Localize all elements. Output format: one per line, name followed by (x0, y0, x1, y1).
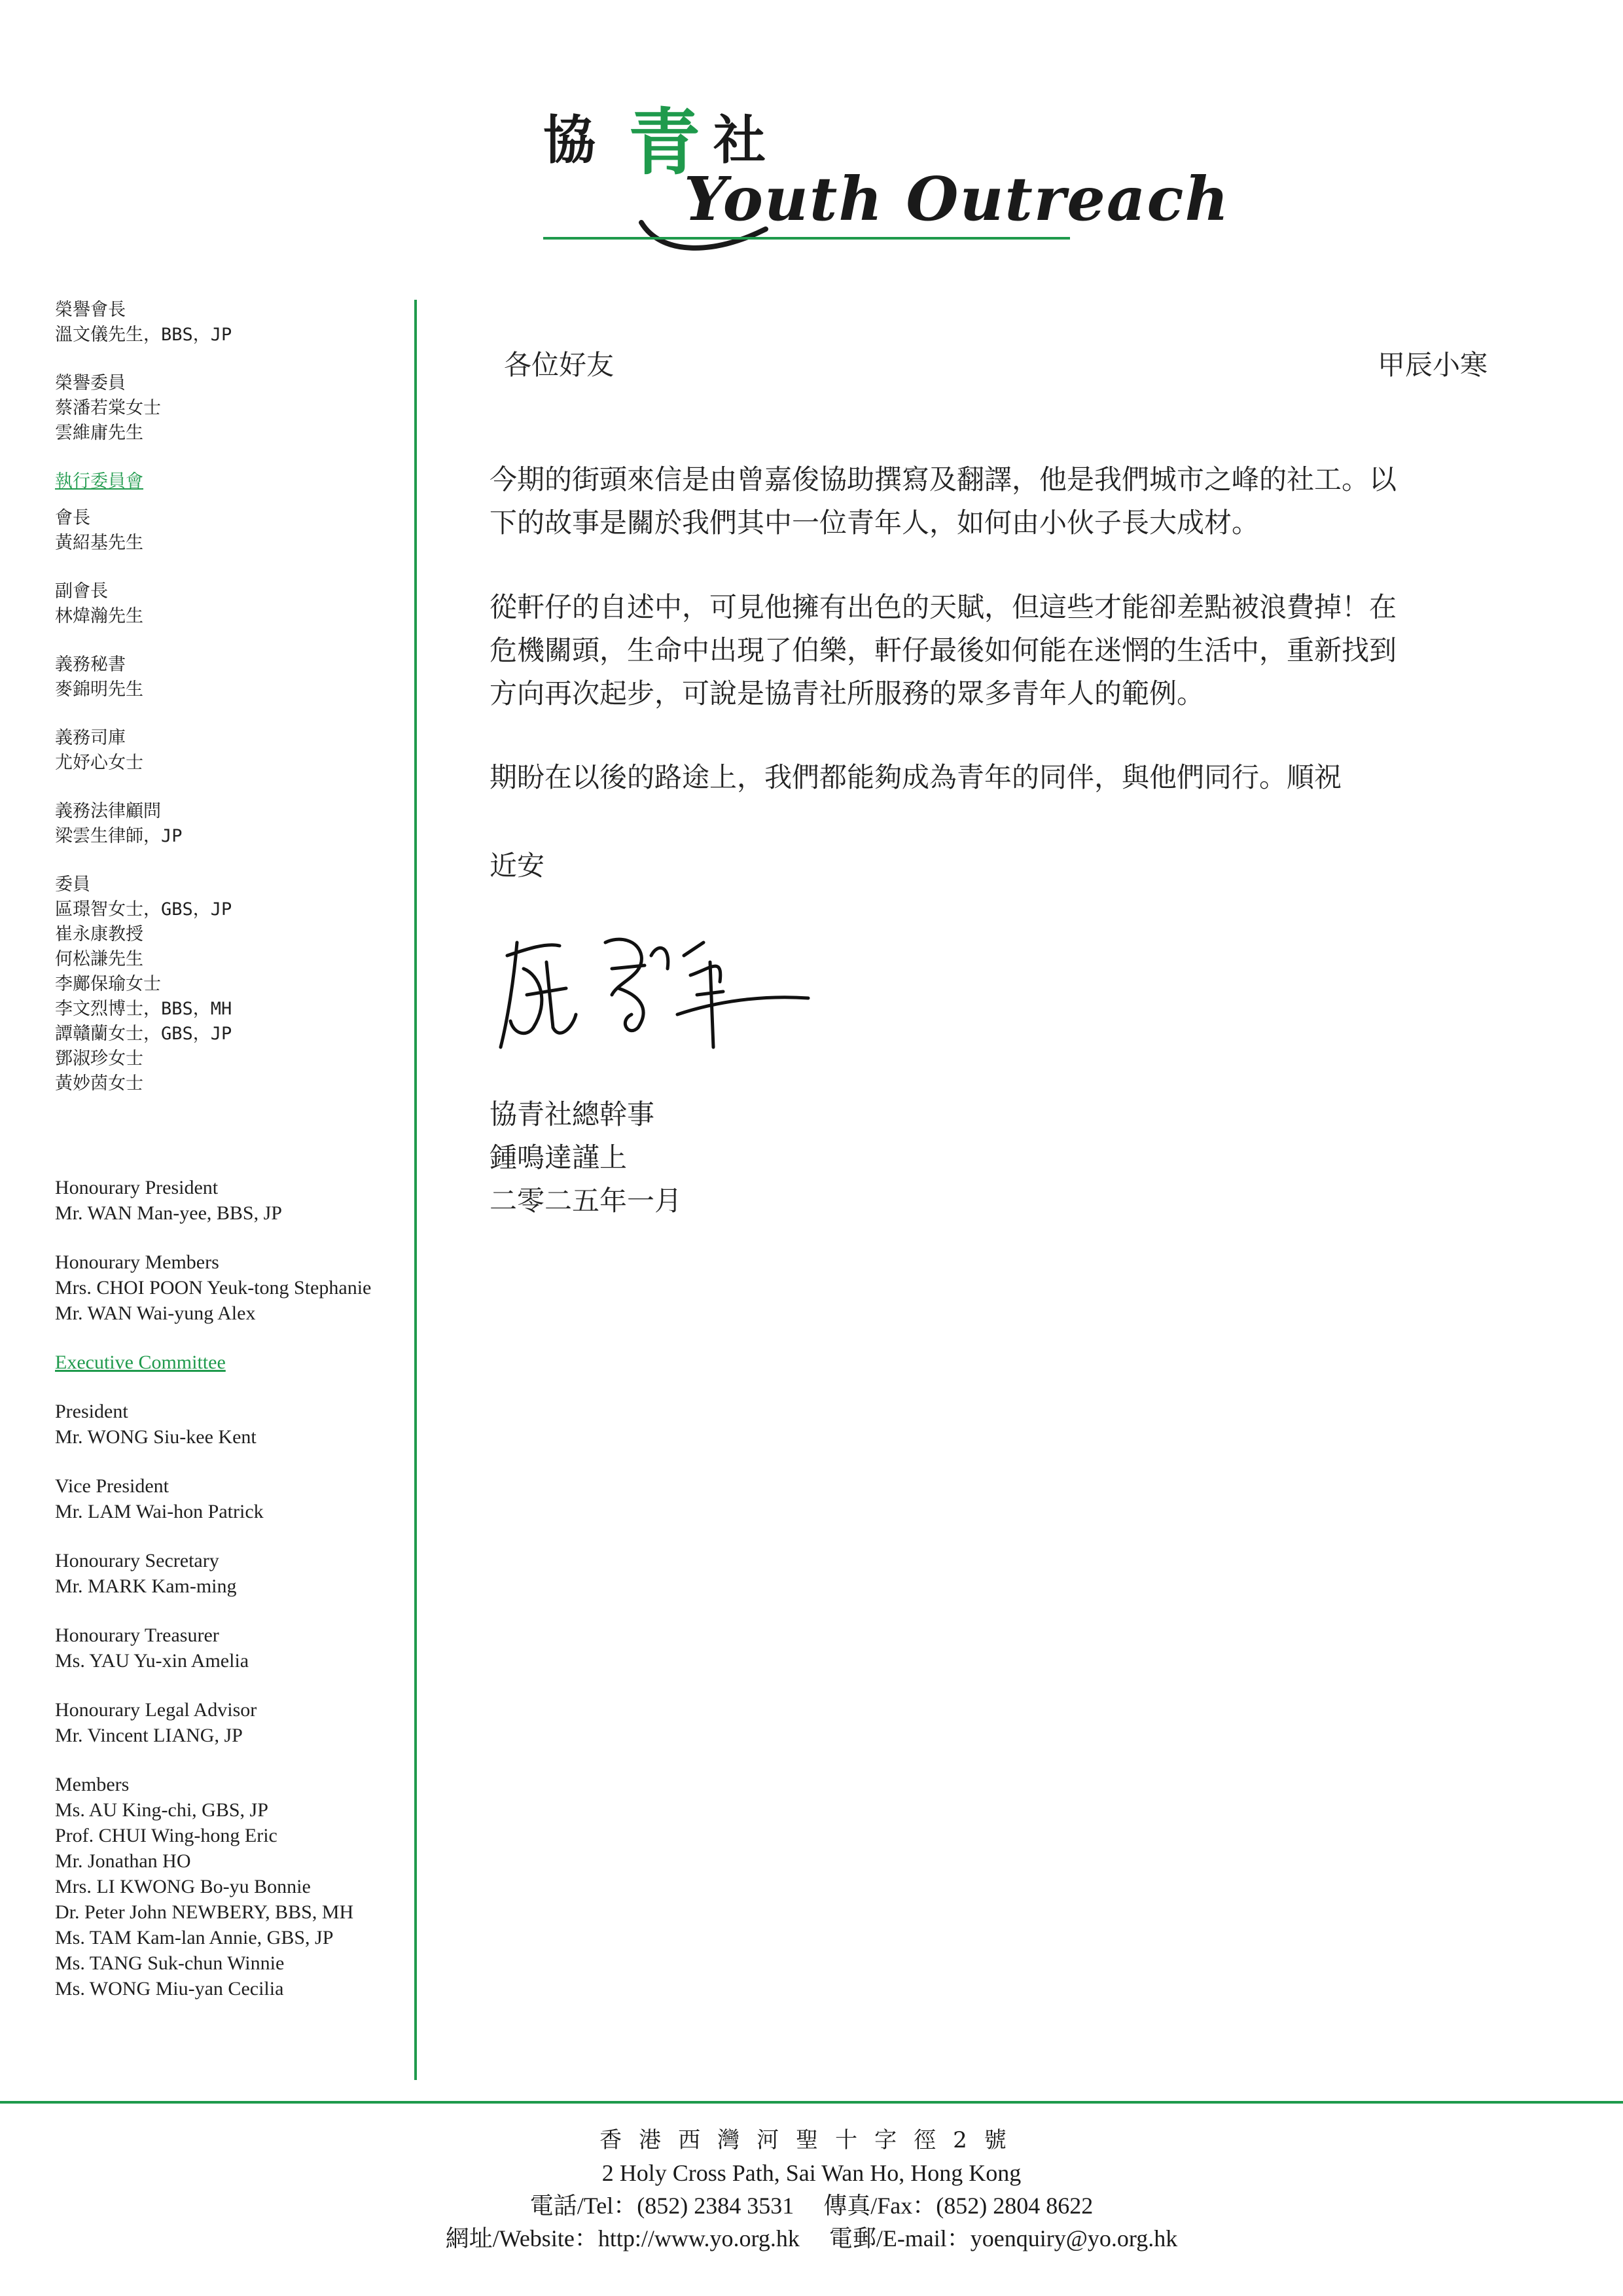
role-title: Honourary Secretary (55, 1550, 219, 1571)
vice-president-en (55, 1473, 421, 1524)
member-name: 蔡潘若棠女士 (55, 398, 161, 418)
president-cn (55, 506, 408, 556)
fax-number: (852) 2804 8622 (936, 2193, 1094, 2219)
paragraph-line: 方向再次起步，可說是協青社所服務的眾多青年人的範例。 (490, 677, 1205, 709)
member-name: Mr. WONG Siu-kee Kent (55, 1426, 257, 1448)
member-name: Mr. LAM Wai-hon Patrick (55, 1501, 264, 1522)
salutation: 各位好友 (504, 349, 615, 381)
member-name: Dr. Peter John NEWBERY, BBS, MH (55, 1901, 354, 1923)
member-name: Ms. WONG Miu-yan Cecilia (55, 1978, 284, 2000)
footer-divider (0, 2101, 1623, 2104)
email-label: 電郵/E-mail： (829, 2225, 971, 2251)
logo-char-3: 社 (713, 109, 766, 171)
section-heading: 執行委員會 (55, 471, 143, 492)
paragraph-line: 期盼在以後的路途上，我們都能夠成為青年的同伴，與他們同行。順祝 (490, 761, 1342, 793)
letter-date: 甲辰小寒 (1378, 349, 1488, 381)
signatory-title: 協青社總幹事 (490, 1098, 655, 1130)
member-name: Ms. TANG Suk-chun Winnie (55, 1952, 285, 1974)
honorary-members-en (55, 1249, 421, 1326)
member-name: 區璟智女士，GBS，JP (55, 899, 232, 920)
role-title: 會長 (55, 508, 90, 528)
executive-committee-heading-cn (55, 469, 408, 494)
role-title: 委員 (55, 874, 90, 895)
member-name: 鄧淑珍女士 (55, 1049, 143, 1069)
member-name: 梁雲生律師，JP (55, 826, 183, 846)
committee-list-english (55, 1175, 421, 2025)
vice-president-cn (55, 579, 408, 629)
email-link[interactable]: yoenquiry@yo.org.hk (970, 2225, 1178, 2251)
member-name: 麥錦明先生 (55, 679, 143, 700)
role-title: 榮譽委員 (55, 373, 126, 393)
member-name: 黃紹基先生 (55, 533, 143, 553)
role-title: Honourary Treasurer (55, 1624, 219, 1646)
paragraph-line: 下的故事是關於我們其中一位青年人，如何由小伙子長大成材。 (490, 507, 1260, 539)
legal-advisor-en (55, 1697, 421, 1748)
role-title: Honourary Members (55, 1251, 219, 1273)
role-title: 義務法律顧問 (55, 801, 161, 821)
member-name: Ms. TAM Kam-lan Annie, GBS, JP (55, 1927, 334, 1948)
member-name: 林煒瀚先生 (55, 606, 143, 626)
secretary-cn (55, 653, 408, 702)
letter-paragraph-3 (490, 756, 1510, 799)
member-name: 李文烈博士，BBS，MH (55, 999, 232, 1019)
organization-logo (543, 85, 1230, 255)
tel-number: (852) 2384 3531 (637, 2193, 794, 2219)
honorary-members-cn (55, 371, 408, 446)
member-name: Mrs. LI KWONG Bo-yu Bonnie (55, 1876, 311, 1897)
member-name: Mr. MARK Kam-ming (55, 1575, 237, 1597)
logo-english-name: Youth Outreach (684, 164, 1230, 234)
member-name: 黃妙茵女士 (55, 1073, 143, 1094)
phone-fax-line (0, 2189, 1623, 2222)
honorary-president-cn (55, 298, 408, 348)
legal-advisor-cn (55, 799, 408, 849)
tel-label: 電話/Tel： (529, 2193, 637, 2219)
member-name: 譚贛蘭女士，GBS，JP (55, 1024, 232, 1044)
member-name: Mr. WAN Man-yee, BBS, JP (55, 1202, 282, 1224)
role-title: 副會長 (55, 581, 108, 601)
section-heading: Executive Committee (55, 1352, 226, 1373)
letter-closing: 近安 (490, 850, 545, 882)
members-en (55, 1772, 421, 2001)
member-name: 尤妤心女士 (55, 753, 143, 773)
executive-committee-heading-en (55, 1350, 421, 1375)
role-title: 義務司庫 (55, 728, 126, 748)
letter-paragraph-1 (490, 458, 1510, 545)
paragraph-line: 危機關頭，生命中出現了伯樂，軒仔最後如何能在迷惘的生活中，重新找到 (490, 634, 1397, 666)
handwritten-signature-icon (488, 916, 815, 1060)
address-english: 2 Holy Cross Path, Sai Wan Ho, Hong Kong (601, 2160, 1022, 2186)
member-name: 崔永康教授 (55, 924, 143, 944)
role-title: 義務秘書 (55, 655, 126, 675)
role-title: Honourary Legal Advisor (55, 1699, 257, 1721)
logo-swoosh-icon (635, 203, 779, 255)
sign-off-block (490, 1093, 682, 1223)
web-email-line (0, 2222, 1623, 2255)
member-name: Ms. AU King-chi, GBS, JP (55, 1799, 268, 1821)
treasurer-cn (55, 726, 408, 776)
role-title: 榮譽會長 (55, 300, 126, 320)
paragraph-line: 從軒仔的自述中，可見他擁有出色的天賦，但這些才能卻差點被浪費掉！在 (490, 591, 1397, 623)
member-name: Mr. WAN Wai-yung Alex (55, 1302, 256, 1324)
members-cn (55, 872, 408, 1096)
logo-char-2: 青 (628, 100, 700, 185)
signatory-name: 鍾鳴達謹上 (490, 1141, 628, 1174)
role-title: Honourary President (55, 1177, 219, 1198)
footer-contact (0, 2124, 1623, 2255)
letter-paragraph-2 (490, 586, 1510, 715)
role-title: Members (55, 1774, 130, 1795)
secretary-en (55, 1548, 421, 1599)
role-title: President (55, 1401, 128, 1422)
member-name: Mr. Jonathan HO (55, 1850, 191, 1872)
address-chinese: 香港西灣河聖十字徑2號 (599, 2127, 1024, 2153)
president-en (55, 1399, 421, 1450)
member-name: Mrs. CHOI POON Yeuk-tong Stephanie (55, 1277, 372, 1299)
committee-list-chinese (55, 298, 408, 1120)
member-name: 雲維庸先生 (55, 423, 143, 443)
member-name: Prof. CHUI Wing-hong Eric (55, 1825, 277, 1846)
sign-date: 二零二五年一月 (490, 1185, 683, 1217)
role-title: Vice President (55, 1475, 169, 1497)
treasurer-en (55, 1623, 421, 1674)
member-name: 李鄺保瑜女士 (55, 974, 161, 994)
paragraph-line: 今期的街頭來信是由曾嘉俊協助撰寫及翻譯，他是我們城市之峰的社工。以 (490, 463, 1397, 495)
member-name: Mr. Vincent LIANG, JP (55, 1725, 243, 1746)
member-name: 溫文儀先生，BBS，JP (55, 325, 232, 345)
member-name: 何松謙先生 (55, 949, 143, 969)
honorary-president-en (55, 1175, 421, 1226)
fax-label: 傳真/Fax： (823, 2193, 936, 2219)
member-name: Ms. YAU Yu-xin Amelia (55, 1650, 249, 1672)
logo-char-1: 協 (543, 109, 596, 171)
logo-underline (543, 237, 1070, 240)
website-link[interactable]: http://www.yo.org.hk (597, 2225, 800, 2251)
website-label: 網址/Website： (445, 2225, 598, 2251)
